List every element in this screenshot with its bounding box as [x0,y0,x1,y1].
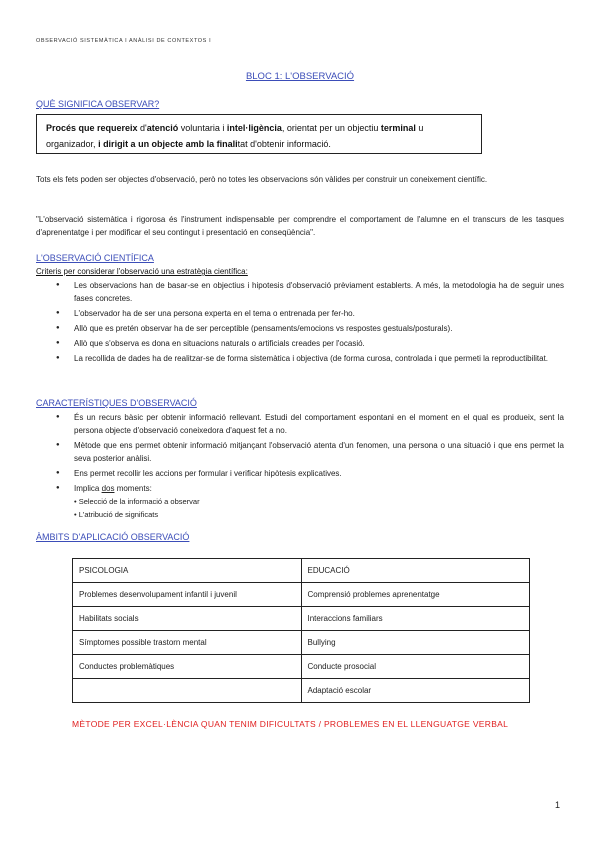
definition-fragment: , orientat per un objectiu [281,123,381,133]
table-row [73,607,530,631]
table-row [73,559,530,583]
table-cell: Adaptació escolar [301,679,530,703]
definition-box [36,114,482,154]
definition-fragment: Procés que requereix [46,123,138,133]
table-cell: Bullying [301,631,530,655]
list-item: ● La recollida de dades ha de realitzar-se de forma sistemàtica i objectiva (de forma curosa, controlada i que permeti la reproductibilitat. [56,352,564,365]
ambits-table [72,558,530,703]
definition-fragment: tat d'obtenir informació. [237,139,331,149]
section-heading-observar: QUÈ SIGNIFICA OBSERVAR? [36,99,160,109]
table-cell: Conductes problemàtiques [73,655,302,679]
section-heading-caracteristiques: CARACTERÍSTIQUES D'OBSERVACIÓ [36,398,197,408]
table-row [73,583,530,607]
sub-item: • L'atribució de significats [74,510,159,519]
page-number: 1 [555,800,561,810]
highlight-note: MÈTODE PER EXCEL·LÈNCIA QUAN TENIM DIFICULTATS / PROBLEMES EN EL LLENGUATGE VERBAL [72,719,509,729]
list-item: ● És un recurs bàsic per obtenir informació rellevant. Estudi del comportament espontani en el moment en el qual es produeix, sent la persona objecte d'observació coneixedora d'aquest fet a no. [56,411,564,437]
list-item: ● Mètode que ens permet obtenir informació mitjançant l'observació atenta d'un fenomen, una persona o una situació i que ens permet la seva posterior anàlisi. [56,439,564,465]
definition-fragment: voluntaria [178,123,220,133]
table-cell: Conducte prosocial [301,655,530,679]
list-item: ● Allò que s'observa es dona en situacions naturals o artificials creades per l'ocasió. [56,337,564,350]
table-row [73,631,530,655]
sub-item: • Selecció de la informació a observar [74,497,200,506]
definition-fragment: terminal [380,123,416,133]
table-row [73,655,530,679]
definition-fragment: u organizador [46,123,424,149]
quote-paragraph: "L'observació sistemàtica i rigorosa és l'instrument indispensable per comprendre el comportament de l'alumne en el transcurs de les tasques d'aprenentatge i per modificar el seu contingut i presentació en conseqüència". [36,215,564,237]
definition-fragment: i [219,123,225,133]
definition-fragment: intel·ligència [224,123,282,133]
table-cell: Interaccions familiars [301,607,530,631]
table-cell: EDUCACIÓ [301,559,530,583]
definition-fragment: , [93,139,99,149]
section-heading-ambits: ÀMBITS D'APLICACIÓ OBSERVACIÓ [36,532,190,542]
list-item: ● Ens permet recollir les accions per formular i verificar hipòtesis explicatives. [56,467,564,480]
definition-fragment: atenció [146,123,179,133]
definition-fragment: d' [137,123,147,133]
list-item: ● Les observacions han de basar-se en objectius i hipotesis d'observació prèviament establerts. A més, la metodologia ha de seguir unes fases concretes. [56,279,564,305]
table-cell [73,679,302,703]
table-cell: Habilitats socials [73,607,302,631]
characteristics-list [56,411,564,523]
page-title: BLOC 1: L'OBSERVACIÓ [245,71,355,82]
list-item: ● L'observador ha de ser una persona experta en el tema o entrenada per fer-ho. [56,307,564,320]
table-cell: Problemes desenvolupament infantil i juvenil [73,583,302,607]
table-cell: Comprensió problemes aprenentatge [301,583,530,607]
criteria-list [56,279,564,367]
criteria-subheading: Criteris per considerar l'observació una estratègia científica: [36,267,248,276]
table-cell: PSICOLOGIA [73,559,302,583]
paragraph-intro: Tots els fets poden ser objectes d'observació, però no totes les observacions són vàlides per construir un coneixement científic. [36,175,488,184]
table-cell: Símptomes possible trastorn mental [73,631,302,655]
list-item: ● Allò que es pretén observar ha de ser perceptible (pensaments/emocions vs respostes gestuals/posturals). [56,322,564,335]
list-item: ● Implica dos moments: • Selecció de la informació a observar • L'atribució de significats [56,482,564,521]
definition-fragment: i dirigit a un objecte amb la finali [98,139,238,149]
document-header: OBSERVACIÓ SISTEMÀTICA I ANÀLISI DE CONTEXTOS I [36,38,212,44]
section-heading-cientifica: L'OBSERVACIÓ CIENTÍFICA [36,253,154,263]
table-row [73,679,530,703]
